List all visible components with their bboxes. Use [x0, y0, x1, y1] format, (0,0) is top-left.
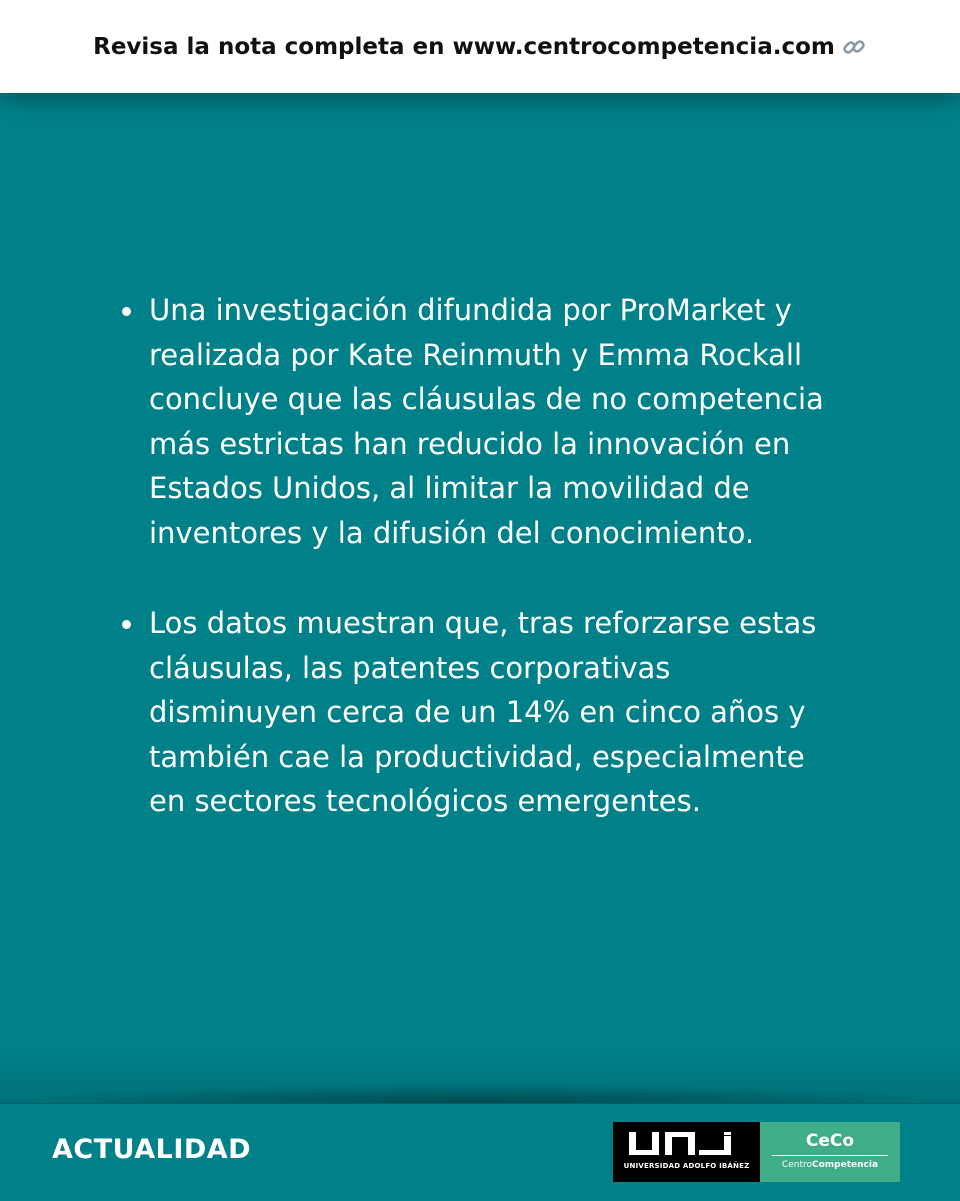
bullet-dot-icon — [122, 620, 131, 629]
bullet-dot-icon — [122, 307, 131, 316]
section-label: ACTUALIDAD — [52, 1134, 252, 1165]
ceco-logo-divider — [772, 1155, 888, 1156]
bullet-item-2 — [120, 601, 840, 824]
uai-logo — [613, 1122, 760, 1182]
content-panel — [0, 93, 960, 1103]
bullet-text-1: Una investigación difundida por ProMarket y realizada por Kate Reinmuth y Emma Rockall concluye que las cláusulas de no competencia más estrictas han reducido la innovación en Estados Unidos, al limitar la movilidad de inventores y la difusión del conocimiento. — [149, 293, 824, 550]
bullet-item-1 — [120, 288, 840, 555]
ceco-subtitle-light: Centro — [781, 1160, 813, 1170]
ceco-logo-title: CeCo — [805, 1131, 855, 1151]
header-text: Revisa la nota completa en www.centrocompetencia.com — [93, 33, 835, 60]
link-icon[interactable] — [841, 34, 867, 60]
bullet-list — [120, 288, 840, 870]
uai-logo-subtitle: UNIVERSIDAD ADOLFO IBÁÑEZ — [623, 1162, 750, 1170]
uai-logo-mark — [629, 1132, 744, 1158]
bullet-text-2: Los datos muestran que, tras reforzarse estas cláusulas, las patentes corporativas disminuyen cerca de un 14% en cinco años y también cae la productividad, especialmente en sectores tecnológicos emergentes. — [149, 606, 817, 818]
ceco-logo-subtitle — [760, 1160, 900, 1170]
ceco-logo — [760, 1122, 900, 1182]
footer-shadow — [0, 1083, 960, 1103]
ceco-subtitle-bold: Competencia — [812, 1160, 879, 1170]
header-bar — [0, 0, 960, 93]
